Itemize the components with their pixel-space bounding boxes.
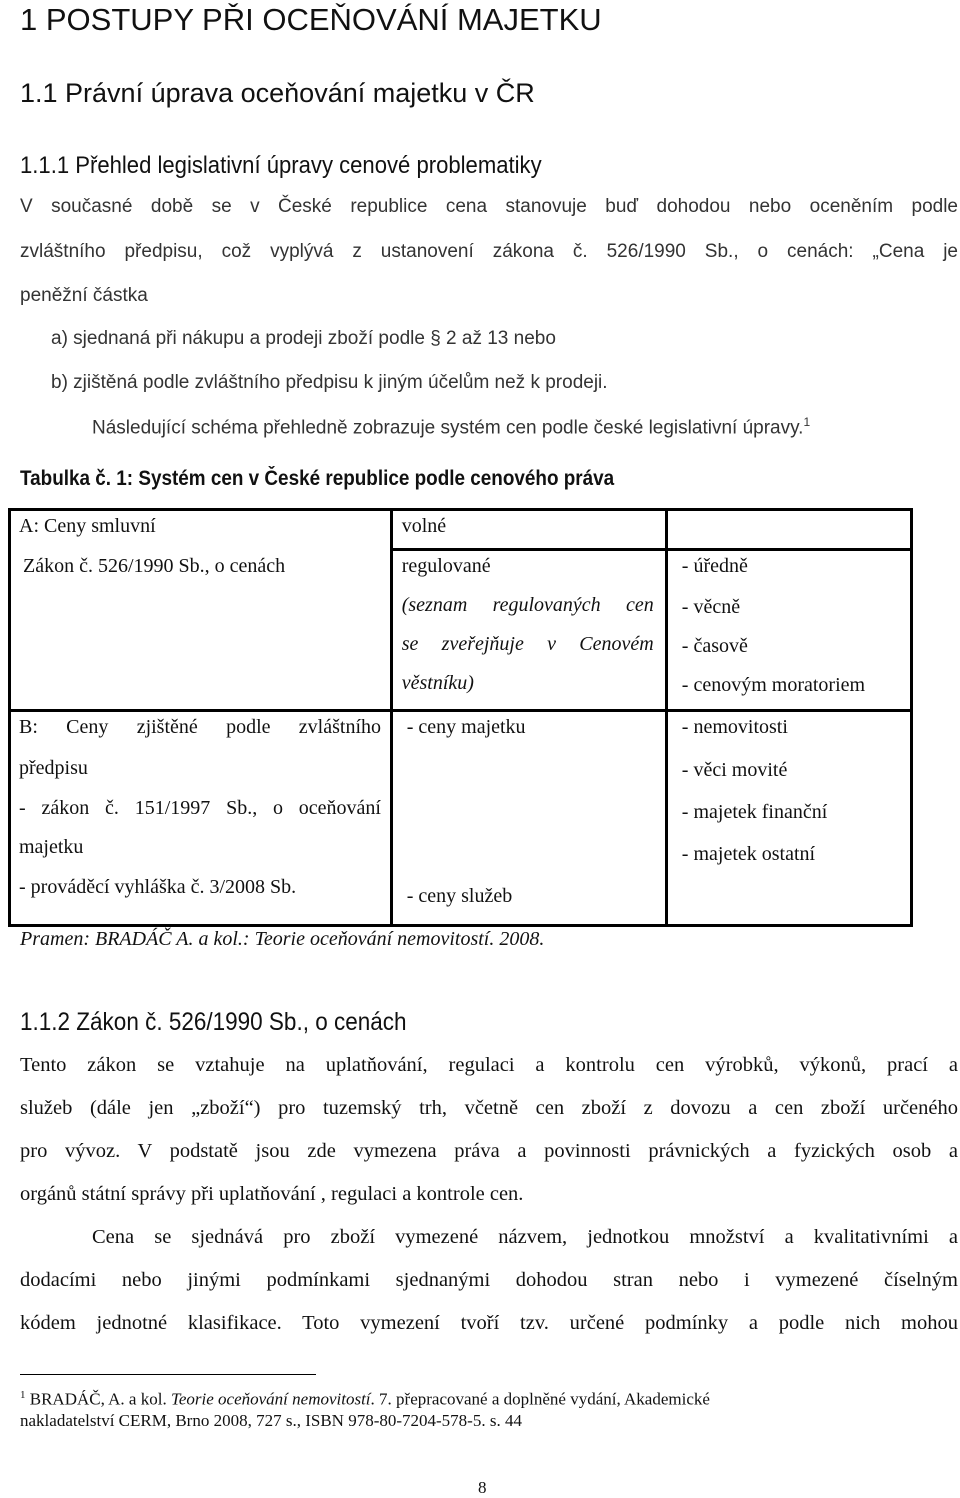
table-caption: Tabulka č. 1: Systém cen v České republice podle cenového práva bbox=[20, 467, 615, 490]
cell-free: volné bbox=[391, 510, 666, 550]
cell-a-label: A: Ceny smluvní Zákon č. 526/1990 Sb., o cenách bbox=[10, 510, 392, 711]
chapter-heading: 1 POSTUPY PŘI OCEŇOVÁNÍ MAJETKU bbox=[20, 2, 602, 37]
para2-line1: Cena se sjednává pro zboží vymezené názvem, jednotkou množství a kvalitativními a bbox=[92, 1226, 958, 1248]
para1-line4: orgánů státní správy při uplatňování , regulaci a kontrole cen. bbox=[20, 1183, 524, 1205]
list-item-b: b) zjištěná podle zvláštního předpisu k jiným účelům než k prodeji. bbox=[51, 372, 608, 393]
cell-regulation-types: - úředně - věcně - časově - cenovým moratoriem bbox=[666, 550, 911, 711]
table-source: Pramen: BRADÁČ A. a kol.: Teorie oceňování nemovitostí. 2008. bbox=[20, 928, 545, 950]
cell-empty-top bbox=[666, 510, 911, 550]
para1-line1: Tento zákon se vztahuje na uplatňování, regulaci a kontrolu cen výrobků, výkonů, prací a bbox=[20, 1054, 958, 1076]
footnote-line-2: nakladatelství CERM, Brno 2008, 727 s., ISBN 978-80-7204-578-5. s. 44 bbox=[20, 1411, 522, 1430]
section-heading: 1.1 Právní úprava oceňování majetku v ČR bbox=[20, 78, 535, 108]
cell-regulated: regulované (seznam regulovaných cen se zveřejňuje v Cenovém věstníku) bbox=[391, 550, 666, 711]
para1-line3: pro vývoz. V podstatě jsou zde vymezena práva a povinnosti právnických a fyzických osob a bbox=[20, 1140, 958, 1162]
footnote-ref: 1 bbox=[803, 415, 811, 429]
footnote-line-1: $^1$ BRADÁČ, A. a kol. Teorie oceňování nemovitostí. 7. přepracované a doplněné vydání, Akademické bbox=[20, 1389, 710, 1409]
intro-line-1: V současné době se v České republice cena stanovuje buď dohodou nebo oceněním podle bbox=[20, 196, 958, 217]
cell-b-label: B: Ceny zjištěné podle zvláštního předpisu - zákon č. 151/1997 Sb., o oceňování majetku - prováděcí vyhláška č. 3/2008 Sb. bbox=[10, 711, 392, 926]
subsection-heading-2: 1.1.2 Zákon č. 526/1990 Sb., o cenách bbox=[20, 1008, 407, 1036]
para2-line3: kódem jednotné klasifikace. Toto vymezení tvoří tzv. určené podmínky a podle nich mohou bbox=[20, 1312, 958, 1334]
cell-price-kinds: - ceny majetku - ceny služeb bbox=[391, 711, 666, 926]
cell-assets: - nemovitosti - věci movité - majetek finanční - majetek ostatní bbox=[666, 711, 911, 926]
footnote-divider bbox=[20, 1374, 316, 1375]
price-system-table bbox=[8, 508, 913, 927]
subsection-heading: 1.1.1 Přehled legislativní úpravy cenové problematiky bbox=[20, 152, 542, 179]
para2-line2: dodacími nebo jinými podmínkami sjednanými dohodou stran nebo i vymezené číselným bbox=[20, 1269, 958, 1291]
para1-line2: služeb (dále jen „zboží“) pro tuzemský trh, včetně cen zboží z dovozu a cen zboží určeného bbox=[20, 1097, 958, 1119]
intro-line-2: zvláštního předpisu, což vyplývá z ustanovení zákona č. 526/1990 Sb., o cenách: „Cena je bbox=[20, 241, 958, 262]
page-number: 8 bbox=[478, 1478, 487, 1497]
schema-intro: Následující schéma přehledně zobrazuje systém cen podle české legislativní úpravy.$^1$ bbox=[92, 415, 811, 439]
list-item-a: a) sjednaná při nákupu a prodeji zboží podle § 2 až 13 nebo bbox=[51, 328, 556, 349]
intro-line-3: peněžní částka bbox=[20, 285, 148, 306]
